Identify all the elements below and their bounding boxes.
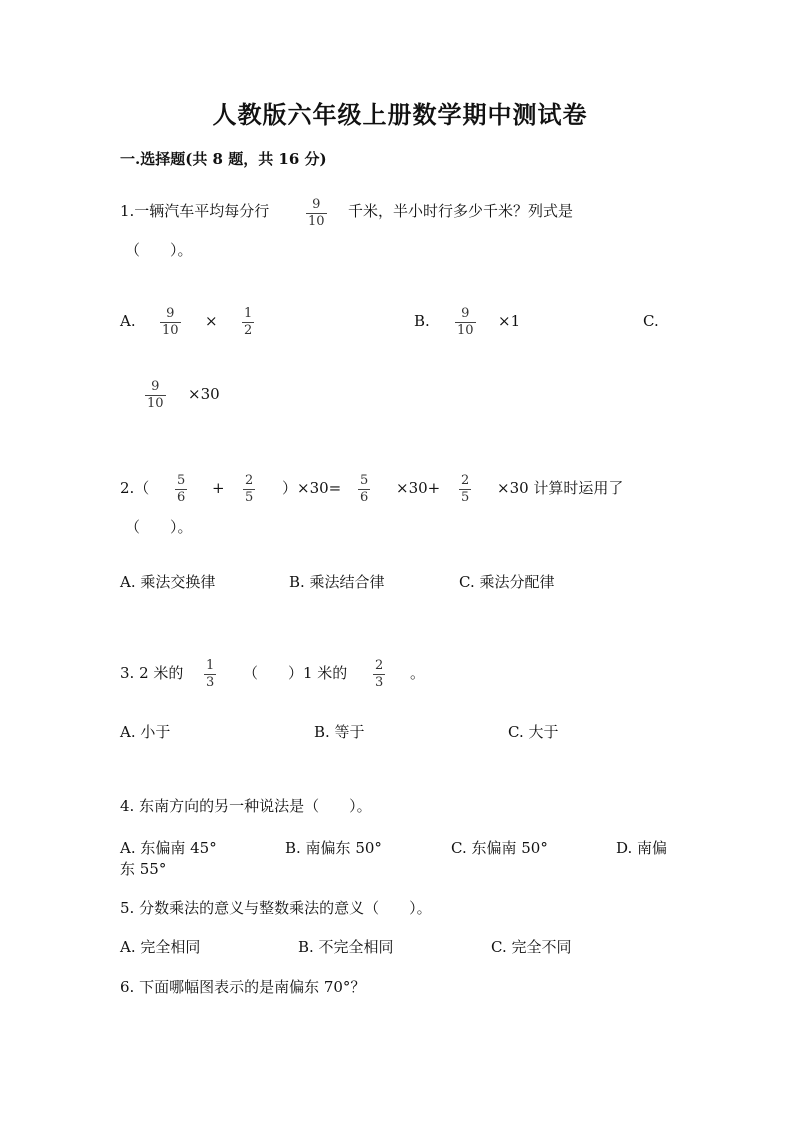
q2-option-b: B. 乘法结合律 xyxy=(289,573,385,591)
fraction-numerator: 5 xyxy=(177,473,186,488)
fraction-denominator: 10 xyxy=(162,323,179,338)
q1-text-start: 1.一辆汽车平均每分行 xyxy=(120,202,270,220)
q2-text-mid: ）×30= xyxy=(282,479,342,497)
fraction-numerator: 2 xyxy=(245,473,254,488)
fraction-numerator: 9 xyxy=(461,306,470,321)
q2-text-end: ×30 计算时运用了 xyxy=(497,479,624,497)
q2-plus: + xyxy=(212,479,225,497)
q1-option-b-label: B. xyxy=(414,312,430,330)
q1-option-a-fraction-1 xyxy=(160,307,181,338)
q3-fraction-2 xyxy=(373,659,385,690)
q1-option-a-operator: × xyxy=(205,312,218,330)
fraction-numerator: 2 xyxy=(461,473,470,488)
q1-option-c-tail: ×30 xyxy=(188,385,220,403)
q3-option-a: A. 小于 xyxy=(120,723,171,741)
q5-option-b: B. 不完全相同 xyxy=(298,938,394,956)
fraction-denominator: 10 xyxy=(457,323,474,338)
q2-text-mid-2: ×30+ xyxy=(396,479,441,497)
q5-text: 5. 分数乘法的意义与整数乘法的意义（ ）。 xyxy=(120,899,432,917)
q1-answer-blank: （ ）。 xyxy=(125,241,193,259)
q2-text-start: 2.（ xyxy=(120,479,150,497)
q2-fraction-3 xyxy=(358,474,370,505)
fraction-denominator: 10 xyxy=(147,396,164,411)
q1-fraction-denominator: 10 xyxy=(308,214,325,229)
q4-option-b: B. 南偏东 50° xyxy=(285,839,382,857)
q1-option-c-fraction xyxy=(145,380,166,411)
fraction-denominator: 2 xyxy=(244,323,253,338)
fraction-denominator: 3 xyxy=(206,675,215,690)
fraction-numerator: 9 xyxy=(166,306,175,321)
fraction-numerator: 5 xyxy=(360,473,369,488)
q5-option-a: A. 完全相同 xyxy=(120,938,201,956)
q3-text-mid: （ ）1 米的 xyxy=(243,664,348,682)
q2-answer-blank: （ ）。 xyxy=(125,518,193,536)
q3-text-end: 。 xyxy=(410,664,426,682)
fraction-denominator: 3 xyxy=(375,675,384,690)
fraction-numerator: 2 xyxy=(375,658,384,673)
fraction-numerator: 1 xyxy=(244,306,253,321)
q3-text-start: 3. 2 米的 xyxy=(120,664,184,682)
q4-text: 4. 东南方向的另一种说法是（ ）。 xyxy=(120,797,372,815)
q3-fraction-1 xyxy=(204,659,216,690)
q1-option-b-fraction xyxy=(455,307,476,338)
q2-fraction-4 xyxy=(459,474,471,505)
q1-fraction-numerator: 9 xyxy=(312,197,321,212)
q6-text: 6. 下面哪幅图表示的是南偏东 70°？ xyxy=(120,978,366,996)
q1-option-b-tail: ×1 xyxy=(498,312,521,330)
q4-option-c: C. 东偏南 50° xyxy=(451,839,548,857)
q4-option-d: D. 南偏 xyxy=(616,839,668,857)
q2-fraction-2 xyxy=(243,474,255,505)
fraction-numerator: 9 xyxy=(151,379,160,394)
q3-option-c: C. 大于 xyxy=(508,723,559,741)
fraction-denominator: 5 xyxy=(461,490,470,505)
q1-fraction xyxy=(306,198,327,229)
q3-option-b: B. 等于 xyxy=(314,723,365,741)
q1-option-a-fraction-2 xyxy=(242,307,254,338)
q1-option-a-label: A. xyxy=(120,312,136,330)
fraction-denominator: 6 xyxy=(360,490,369,505)
fraction-denominator: 6 xyxy=(177,490,186,505)
section-heading: 一.选择题(共 8 题，共 16 分) xyxy=(120,150,327,168)
q1-option-c-label: C. xyxy=(643,312,659,330)
q2-option-c: C. 乘法分配律 xyxy=(459,573,555,591)
q4-option-a: A. 东偏南 45° xyxy=(120,839,217,857)
q1-text-end: 千米，半小时行多少千米？列式是 xyxy=(348,202,574,220)
q2-fraction-1 xyxy=(175,474,187,505)
q2-option-a: A. 乘法交换律 xyxy=(120,573,216,591)
fraction-numerator: 1 xyxy=(206,658,215,673)
fraction-denominator: 5 xyxy=(245,490,254,505)
page-title: 人教版六年级上册数学期中测试卷 xyxy=(212,100,588,129)
q5-option-c: C. 完全不同 xyxy=(491,938,572,956)
q4-option-d-continued: 东 55° xyxy=(120,860,167,878)
